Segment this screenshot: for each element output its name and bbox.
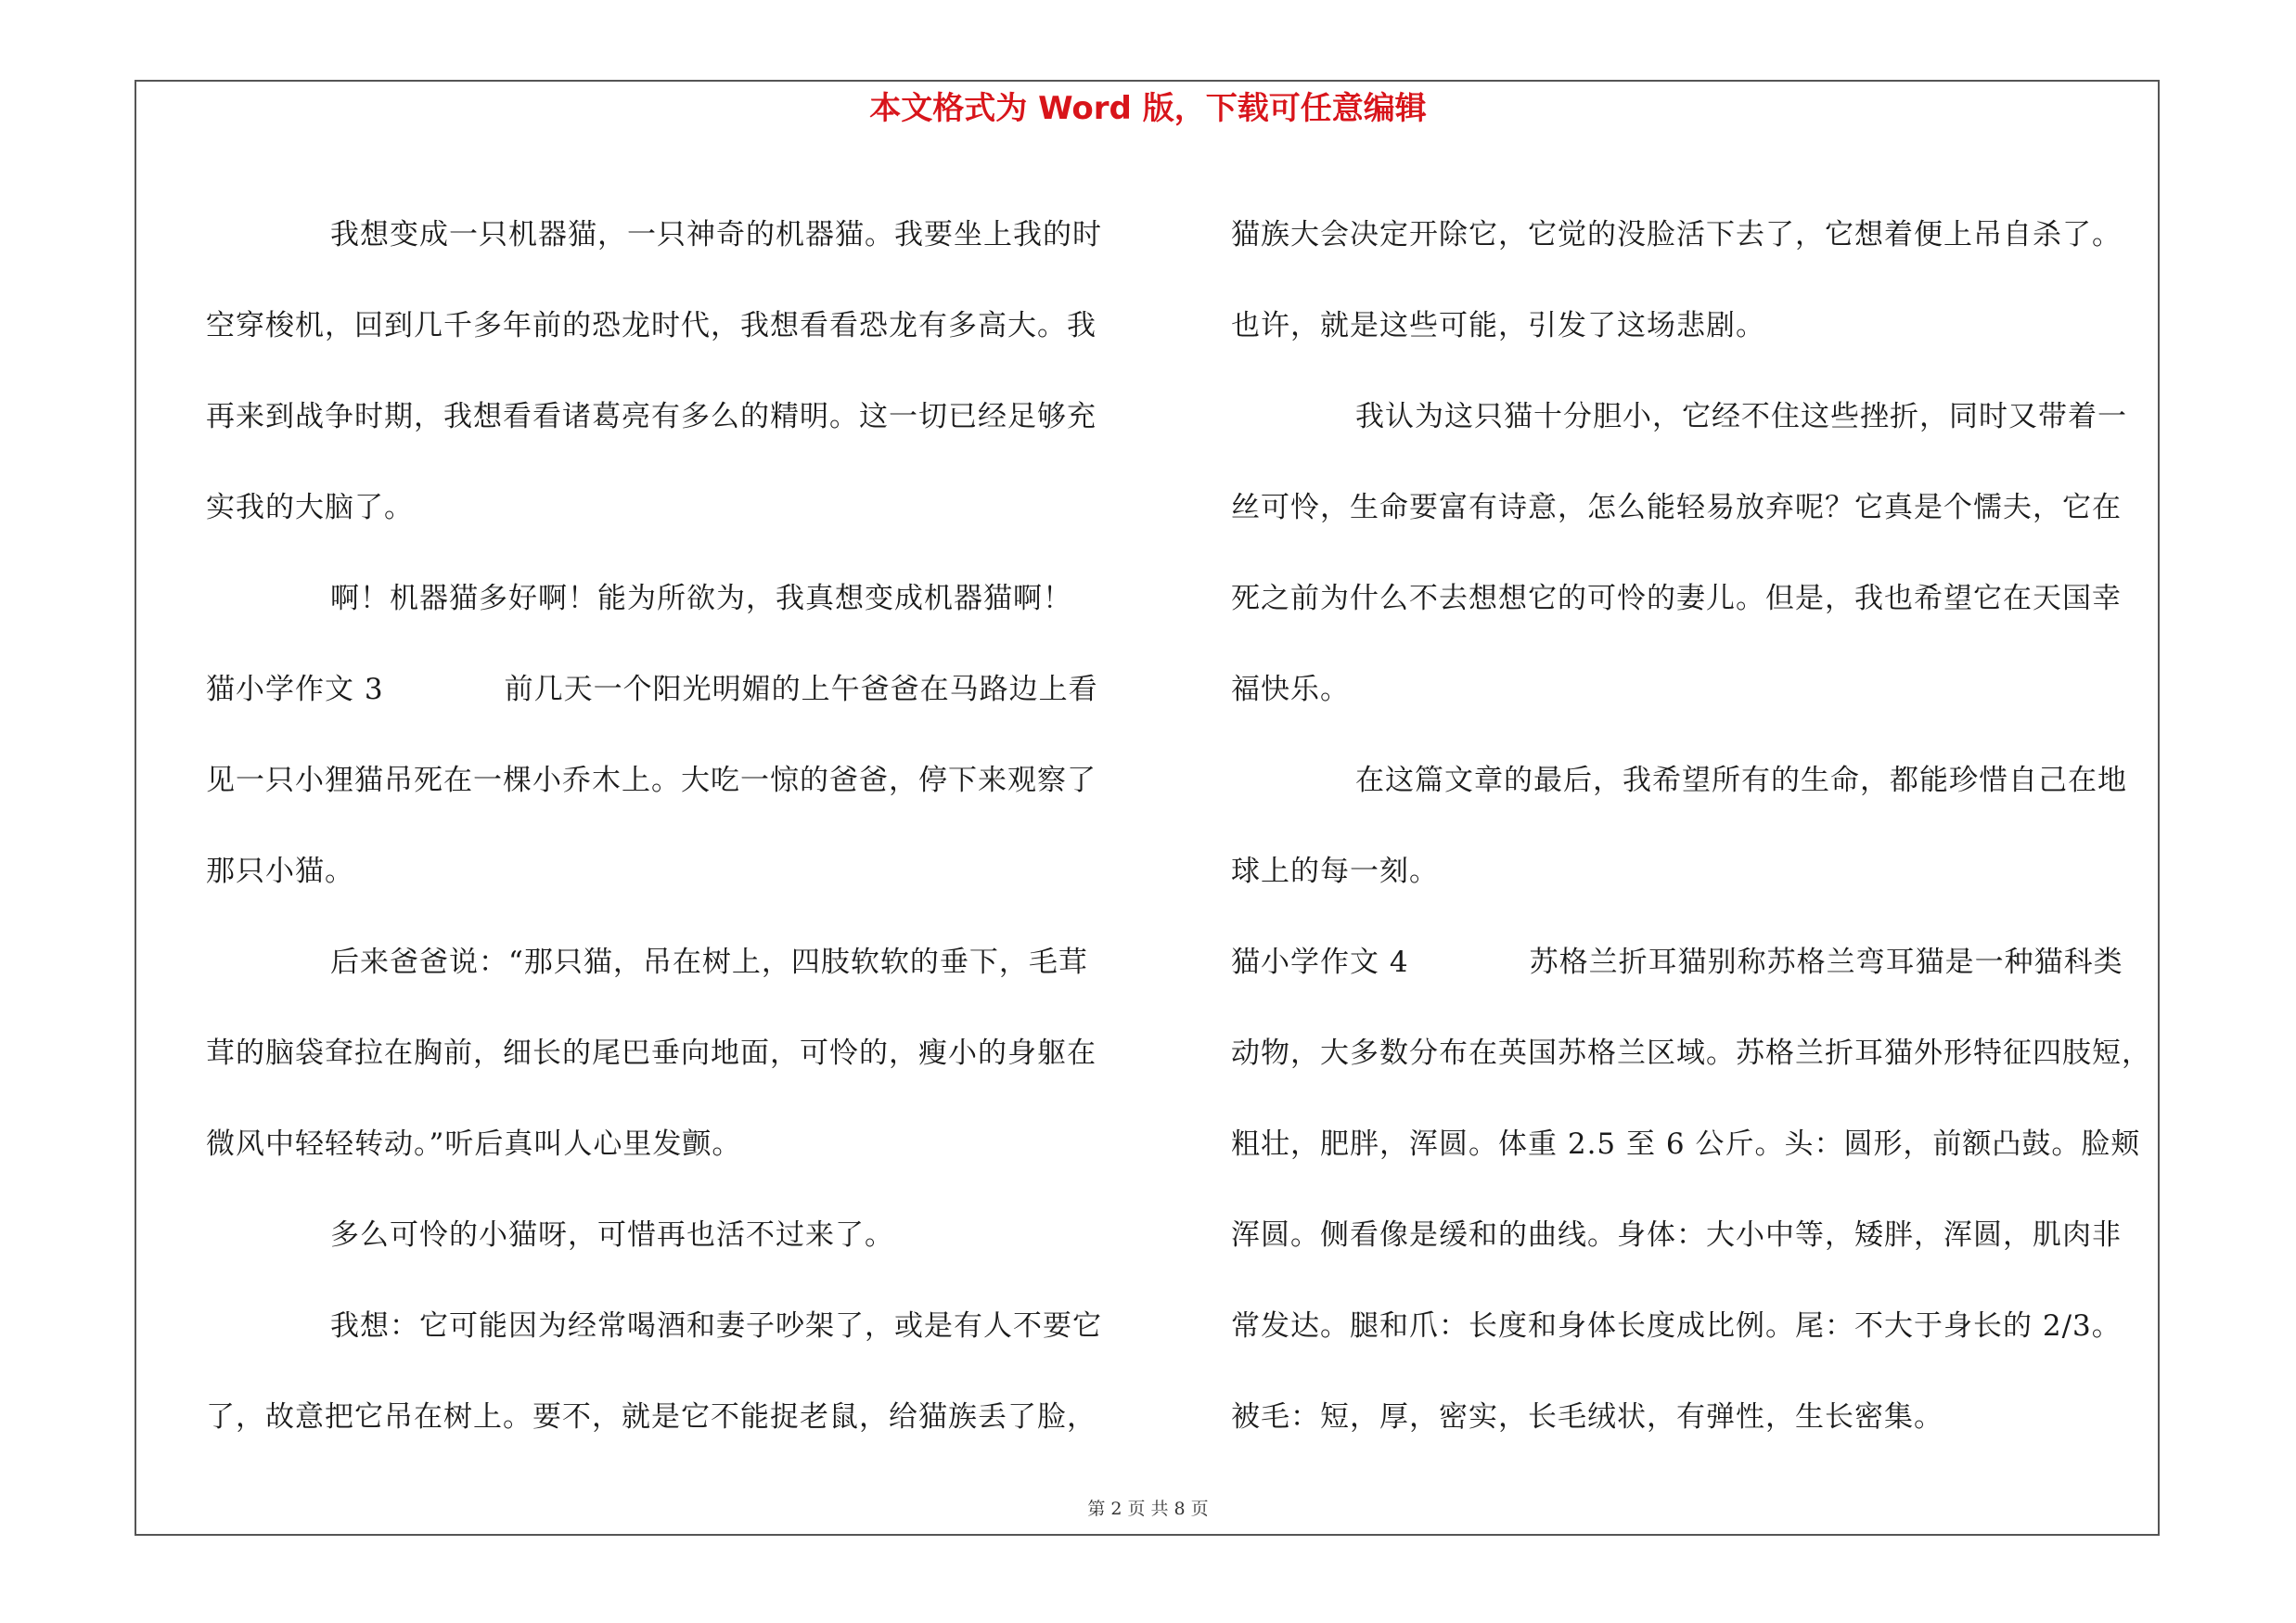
- paragraph-text: 丝可怜，生命要富有诗意，怎么能轻易放弃呢？它真是个懦夫，它在: [1231, 491, 2122, 524]
- text-line: [206, 371, 1124, 462]
- paragraph-text: 我想：它可能因为经常喝酒和妻子吵架了，或是有人不要它: [330, 1309, 1102, 1343]
- section-title: 猫小学作文 4: [1231, 946, 1409, 979]
- word-format-banner: 本文格式为 Word 版，下载可任意编辑: [869, 90, 1427, 127]
- text-line: [1231, 735, 2149, 826]
- text-line: [206, 826, 1124, 917]
- text-line: [1231, 1008, 2149, 1099]
- paragraph-text: 多么可怜的小猫呀，可惜再也活不过来了。: [330, 1218, 894, 1252]
- page-number-footer: 第 2 页 共 8 页: [1087, 1499, 1209, 1519]
- paragraph-text: 后来爸爸说：“那只猫，吊在树上，四肢软软的垂下，毛茸: [330, 946, 1088, 979]
- paragraph-text: 啊！机器猫多好啊！能为所欲为，我真想变成机器猫啊！: [330, 582, 1072, 615]
- paragraph-text: 我认为这只猫十分胆小，它经不住这些挫折，同时又带着一: [1355, 400, 2127, 433]
- paragraph-text: 也许，就是这些可能，引发了这场悲剧。: [1231, 309, 1765, 342]
- text-line: [1231, 1281, 2149, 1372]
- text-line: [206, 553, 1124, 644]
- paragraph-text: 实我的大脑了。: [206, 491, 414, 524]
- paragraph-text: 见一只小狸猫吊死在一棵小乔木上。大吃一惊的爸爸，停下来观察了: [206, 764, 1097, 797]
- text-line: [206, 735, 1124, 826]
- paragraph-text: 了，故意把它吊在树上。要不，就是它不能捉老鼠，给猫族丢了脸，: [206, 1400, 1097, 1434]
- paragraph-text: 苏格兰折耳猫别称苏格兰弯耳猫是一种猫科类: [1529, 946, 2123, 979]
- paragraph-text: 死之前为什么不去想想它的可怜的妻儿。但是，我也希望它在天国幸: [1231, 582, 2122, 615]
- text-line: [1231, 644, 2149, 735]
- text-line: [1231, 371, 2149, 462]
- paragraph-text: 在这篇文章的最后，我希望所有的生命，都能珍惜自己在地: [1355, 764, 2127, 797]
- text-line: [206, 917, 1124, 1008]
- text-line: [206, 1008, 1124, 1099]
- paragraph-text: 茸的脑袋耷拉在胸前，细长的尾巴垂向地面，可怜的，瘦小的身躯在: [206, 1037, 1097, 1070]
- text-line: [1231, 1190, 2149, 1281]
- text-line: [1231, 462, 2149, 553]
- text-line: [1231, 917, 2149, 1008]
- paragraph-text: 空穿梭机，回到几千多年前的恐龙时代，我想看看恐龙有多高大。我: [206, 309, 1097, 342]
- paragraph-text: 粗壮，肥胖，浑圆。体重 2.5 至 6 公斤。头：圆形，前额凸鼓。脸颊: [1231, 1127, 2141, 1161]
- paragraph-text: 我想变成一只机器猫，一只神奇的机器猫。我要坐上我的时: [330, 218, 1102, 251]
- text-line: [206, 1281, 1124, 1372]
- paragraph-text: 再来到战争时期，我想看看诸葛亮有多么的精明。这一切已经足够充: [206, 400, 1097, 433]
- paragraph-text: 动物，大多数分布在英国苏格兰区域。苏格兰折耳猫外形特征四肢短，: [1231, 1037, 2151, 1070]
- text-line: [1231, 1372, 2149, 1462]
- paragraph-text: 被毛：短，厚，密实，长毛绒状，有弹性，生长密集。: [1231, 1400, 1943, 1434]
- text-line: [206, 462, 1124, 553]
- text-line: [1231, 1099, 2149, 1190]
- text-line: [206, 280, 1124, 371]
- left-text-column: [206, 189, 1124, 1462]
- text-line: [1231, 280, 2149, 371]
- section-title: 猫小学作文 3: [206, 673, 384, 706]
- paragraph-text: 微风中轻轻转动。”听后真叫人心里发颤。: [206, 1127, 742, 1161]
- paragraph-text: 浑圆。侧看像是缓和的曲线。身体：大小中等，矮胖，浑圆，肌肉非: [1231, 1218, 2122, 1252]
- text-line: [1231, 553, 2149, 644]
- text-line: [206, 1372, 1124, 1462]
- text-line: [1231, 826, 2149, 917]
- paragraph-text: 猫族大会决定开除它，它觉的没脸活下去了，它想着便上吊自杀了。: [1231, 218, 2122, 251]
- text-line: [1231, 189, 2149, 280]
- paragraph-text: 常发达。腿和爪：长度和身体长度成比例。尾：不大于身长的 2/3。: [1231, 1309, 2122, 1343]
- text-line: [206, 644, 1124, 735]
- text-line: [206, 1099, 1124, 1190]
- paragraph-text: 前几天一个阳光明媚的上午爸爸在马路边上看: [504, 673, 1098, 706]
- paragraph-text: 球上的每一刻。: [1231, 855, 1439, 888]
- paragraph-text: 那只小猫。: [206, 855, 354, 888]
- text-line: [206, 1190, 1124, 1281]
- right-text-column: [1231, 189, 2149, 1462]
- paragraph-text: 福快乐。: [1231, 673, 1350, 706]
- text-line: [206, 189, 1124, 280]
